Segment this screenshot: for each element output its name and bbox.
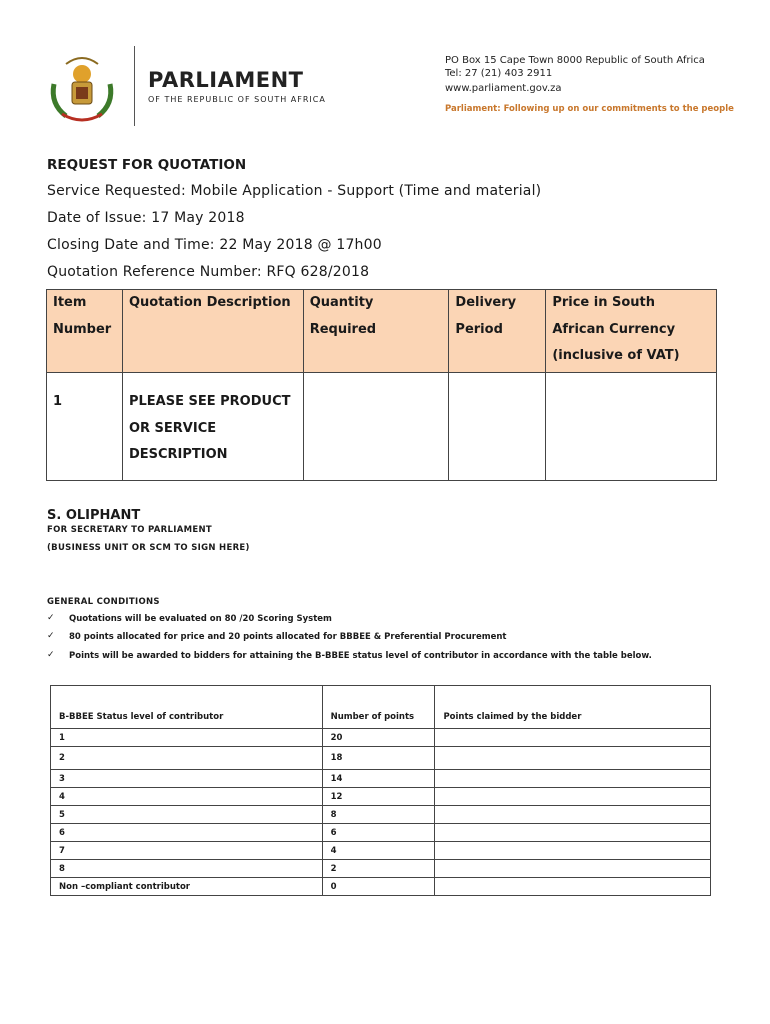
points-cell: 0 — [322, 878, 435, 896]
table-row — [51, 788, 711, 806]
table-row — [51, 824, 711, 842]
quotation-table — [46, 289, 717, 481]
closing-date: Closing Date and Time: 22 May 2018 @ 17h00 — [47, 237, 382, 253]
signatory-name: S. OLIPHANT — [47, 508, 141, 523]
header-cell: Delivery Period — [449, 290, 546, 373]
points-cell: 12 — [322, 788, 435, 806]
reference-number: Quotation Reference Number: RFQ 628/2018 — [47, 264, 370, 280]
condition-item: Quotations will be evaluated on 80 /20 Scoring System — [69, 614, 332, 624]
bbbee-points-table — [50, 685, 711, 896]
signatory-role: FOR SECRETARY TO PARLIAMENT — [47, 525, 212, 535]
claimed-cell[interactable] — [435, 729, 711, 747]
points-cell: 6 — [322, 824, 435, 842]
claimed-cell[interactable] — [435, 788, 711, 806]
item-number-cell — [47, 373, 123, 481]
points-cell: 18 — [322, 747, 435, 770]
level-cell: Non –compliant contributor — [51, 878, 323, 896]
brand-subtitle: OF THE REPUBLIC OF SOUTH AFRICA — [148, 95, 326, 104]
conditions-heading: GENERAL CONDITIONS — [47, 597, 160, 607]
table-row — [51, 842, 711, 860]
table-row — [51, 806, 711, 824]
table-row — [51, 878, 711, 896]
level-cell: 5 — [51, 806, 323, 824]
check-icon: ✓ — [47, 650, 55, 660]
description-cell — [122, 373, 303, 481]
claimed-cell[interactable] — [435, 747, 711, 770]
claimed-cell[interactable] — [435, 842, 711, 860]
header-cell: Points claimed by the bidder — [435, 686, 711, 729]
header-cell: Price in South African Currency (inclusive of VAT) — [546, 290, 717, 373]
check-icon: ✓ — [47, 631, 55, 641]
claimed-cell[interactable] — [435, 824, 711, 842]
claimed-cell[interactable] — [435, 770, 711, 788]
condition-item: 80 points allocated for price and 20 points allocated for BBBEE & Preferential Procurement — [69, 632, 507, 642]
header-cell: B-BBEE Status level of contributor — [51, 686, 323, 729]
check-icon: ✓ — [47, 613, 55, 623]
signature-note: (BUSINESS UNIT OR SCM TO SIGN HERE) — [47, 543, 250, 553]
points-cell: 4 — [322, 842, 435, 860]
table-row — [51, 747, 711, 770]
quotation-header-row — [47, 290, 717, 373]
brand-name: PARLIAMENT — [148, 68, 304, 92]
website-line: www.parliament.gov.za — [445, 83, 562, 94]
level-cell: 1 — [51, 729, 323, 747]
claimed-cell[interactable] — [435, 860, 711, 878]
condition-item: Points will be awarded to bidders for attaining the B-BBEE status level of contributor in accordance with the table below. — [69, 651, 652, 661]
table-row — [51, 860, 711, 878]
table-row — [51, 770, 711, 788]
claimed-cell[interactable] — [435, 806, 711, 824]
price-cell[interactable] — [546, 373, 717, 481]
level-cell: 7 — [51, 842, 323, 860]
header-cell: Quotation Description — [122, 290, 303, 373]
level-cell: 4 — [51, 788, 323, 806]
coat-of-arms-logo — [44, 54, 120, 124]
points-cell: 14 — [322, 770, 435, 788]
table-row — [47, 373, 717, 481]
delivery-cell[interactable] — [449, 373, 546, 481]
level-cell: 2 — [51, 747, 323, 770]
level-cell: 8 — [51, 860, 323, 878]
header-divider — [134, 46, 135, 126]
issue-date: Date of Issue: 17 May 2018 — [47, 210, 245, 226]
header-cell: Quantity Required — [303, 290, 449, 373]
phone-line: Tel: 27 (21) 403 2911 — [445, 68, 553, 79]
header-cell: Item Number — [47, 290, 123, 373]
document-title: REQUEST FOR QUOTATION — [47, 157, 247, 173]
description: PLEASE SEE PRODUCT OR SERVICE DESCRIPTION — [128, 394, 291, 462]
address-line: PO Box 15 Cape Town 8000 Republic of South Africa — [445, 55, 705, 66]
level-cell: 6 — [51, 824, 323, 842]
claimed-cell[interactable] — [435, 878, 711, 896]
bbbee-header-row — [51, 686, 711, 729]
points-cell: 20 — [322, 729, 435, 747]
points-cell: 2 — [322, 860, 435, 878]
table-row — [51, 729, 711, 747]
service-requested: Service Requested: Mobile Application - Support (Time and material) — [47, 183, 542, 199]
tagline: Parliament: Following up on our commitments to the people — [445, 104, 734, 114]
item-number: 1 — [53, 394, 63, 409]
level-cell: 3 — [51, 770, 323, 788]
header-cell: Number of points — [322, 686, 435, 729]
points-cell: 8 — [322, 806, 435, 824]
quantity-cell[interactable] — [303, 373, 449, 481]
